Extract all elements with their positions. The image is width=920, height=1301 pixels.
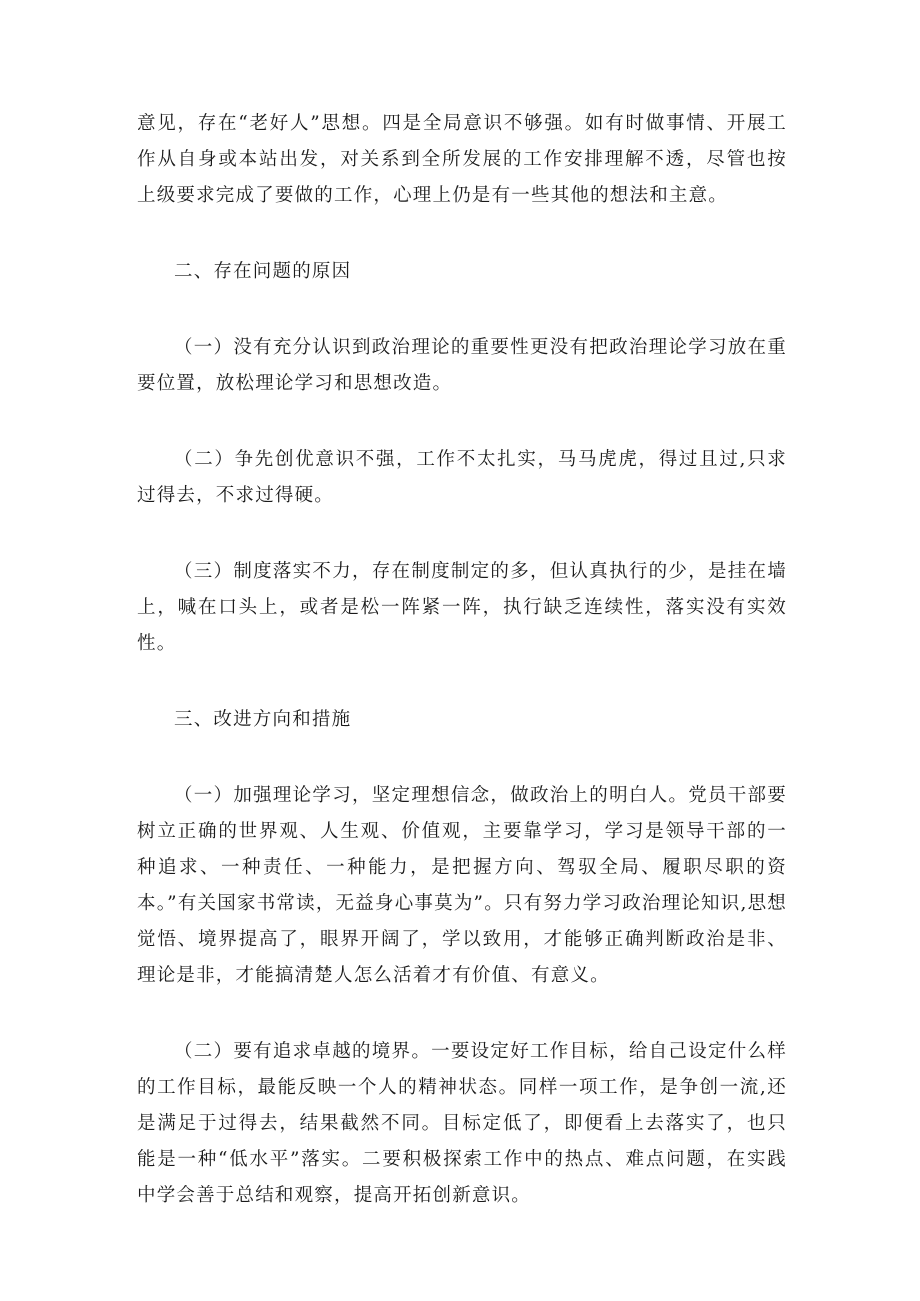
paragraph-continuation: 意见，存在“老好人”思想。四是全局意识不够强。如有时做事情、开展工作从自身或本站出发，对关系到全所发展的工作安排理解不透，尽管也按上级要求完成了要做的工作，心理上仍是有一些其他的想法和主意。 [137,113,787,206]
section-heading-causes: 二、存在问题的原因 [174,261,352,282]
paragraph-cause-3: （三）制度落实不力，存在制度制定的多，但认真执行的少，是挂在墙上，喊在口头上，或者是松一阵紧一阵，执行缺乏连续性，落实没有实效性。 [137,561,787,654]
document-body [137,106,787,1254]
paragraph-cause-1: （一）没有充分认识到政治理论的重要性更没有把政治理论学习放在重要位置，放松理论学习和思想改造。 [137,337,787,394]
section-heading-improvements: 三、改进方向和措施 [174,709,352,730]
paragraph-measure-2: （二）要有追求卓越的境界。一要设定好工作目标，给自己设定什么样的工作目标，最能反映一个人的精神状态。同样一项工作，是争创一流,还是满足于过得去，结果截然不同。目标定低了，即便看上去落实了，也只能是一种“低水平”落实。二要积极探索工作中的热点、难点问题，在实践中学会善于总结和观察，提高开拓创新意识。 [137,1041,787,1206]
paragraph-cause-2: （二）争先创优意识不强，工作不太扎实，马马虎虎，得过且过,只求过得去，不求过得硬。 [137,449,787,506]
paragraph-measure-1: （一）加强理论学习，坚定理想信念，做政治上的明白人。党员干部要树立正确的世界观、人生观、价值观，主要靠学习，学习是领导干部的一种追求、一种责任、一种能力，是把握方向、驾驭全局、履职尽职的资本。”有关国家书常读，无益身心事莫为”。只有努力学习政治理论知识,思想觉悟、境界提高了，眼界开阔了，学以致用，才能够正确判断政治是非、理论是非，才能搞清楚人怎么活着才有价值、有意义。 [137,785,787,986]
